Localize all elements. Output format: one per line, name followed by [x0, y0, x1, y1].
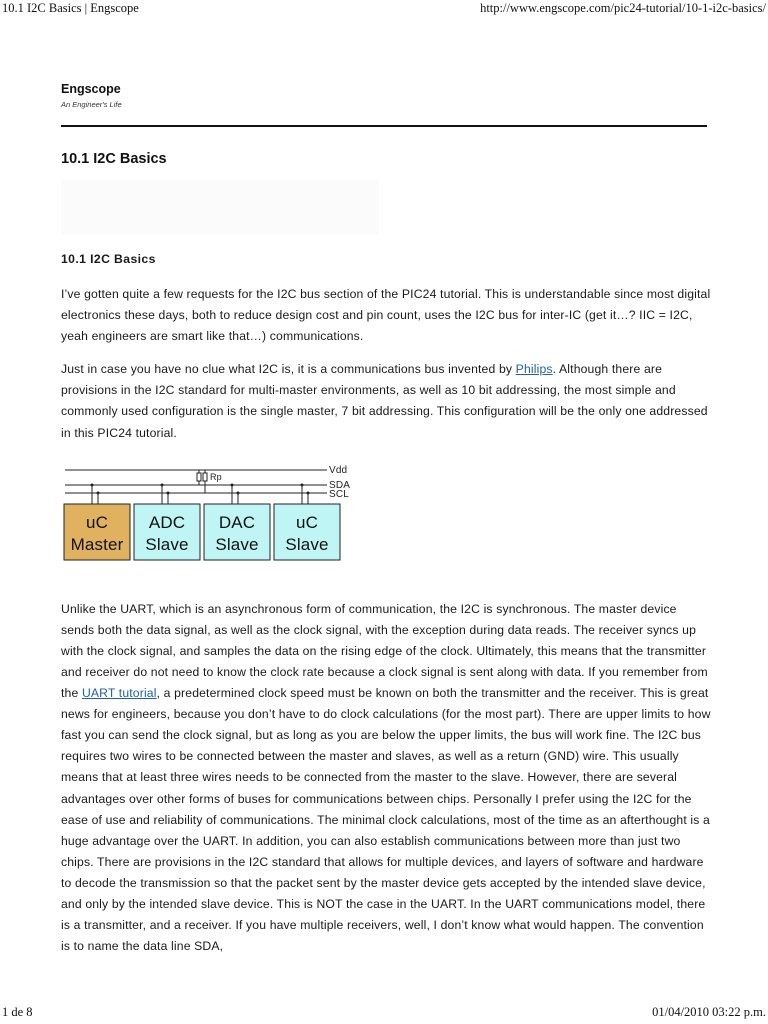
resistor-label: Rp: [210, 471, 222, 482]
uart-tutorial-link[interactable]: UART tutorial: [81, 686, 157, 701]
device-2-line2: Slave: [215, 534, 259, 554]
paragraph-text: Just in case you have no clue what I2C is, it is a communications bus invented by: [61, 362, 516, 377]
paragraph-sync-vs-async: [61, 599, 713, 958]
header-divider: [61, 125, 707, 127]
print-page-count: 1 de 8: [2, 1005, 33, 1019]
site-tagline: An Engineer's Life: [61, 100, 122, 109]
post-content: [61, 251, 713, 969]
bus-taps: [92, 485, 308, 504]
paragraph-what-is-i2c: [61, 359, 713, 443]
vdd-label: Vdd: [329, 464, 348, 476]
sda-label: SDA: [329, 479, 351, 491]
pullup-resistors: [197, 470, 207, 493]
print-url: http://www.engscope.com/pic24-tutorial/10-1-i2c-basics/: [480, 1, 766, 15]
device-uc-slave: [274, 504, 340, 560]
print-datetime: 01/04/2010 03:22 p.m.: [652, 1005, 766, 1019]
ad-placeholder: [61, 180, 379, 235]
paragraph-text: Unlike the UART, which is an asynchronous form of communication, the I2C is synchronous. The master device sends both the data signal, as well as the clock signal, with the exception during data reads. The receiver syncs up with the clock signal, and samples the data on the rising edge of the clock. Ultimately, this means that the transmitter and receiver do not need to know the clock rate because a clock signal is sent along with data. If you remember from the: [61, 601, 708, 701]
device-1-line2: Slave: [145, 534, 189, 554]
post-title[interactable]: 10.1 I2C Basics: [61, 151, 167, 167]
device-dac-slave: [204, 504, 270, 560]
paragraph-intro: I’ve gotten quite a few requests for the I2C bus section of the PIC24 tutorial. This is understandable since most digital electronics these days, both to reduce design cost and pin count, uses the I2C bus for inter-IC (get it…? IIC = I2C, yeah engineers are smart like that…) communications.: [61, 287, 711, 344]
device-3-line2: Slave: [285, 534, 329, 554]
paragraph-text: . Although there are provisions in the I2C standard for multi-master environments, as well as 10 bit addressing, the most simple and commonly used configuration is the single master, 7 bit addressing. This configuration will be the only one addressed in this PIC24 tutorial.: [61, 362, 708, 440]
post-heading: 10.1 I2C Basics: [61, 252, 156, 266]
device-1-line1: ADC: [148, 512, 186, 532]
device-0-line2: Master: [70, 534, 124, 554]
site-title[interactable]: Engscope: [61, 82, 121, 96]
paragraph-text: , a predetermined clock speed must be known on both the transmitter and the receiver. This is great news for engineers, because you don’t have to do clock calculations (for the most part). There are upper limits to how fast you can send the clock signal, but as long as you are below the upper limits, the bus will work fine. The I2C bus requires two wires to be connected between the master and slaves, as well as a return (GND) wire. This usually means that at least three wires needs to be connected from the master to the slave. However, there are several advantages over other forms of buses for communications between chips. Personally I prefer using the I2C for the ease of use and reliability of communications. The minimal clock calculations, most of the time as an afterthought is a huge advantage over the UART. In addition, you can also establish communications between more than just two chips. There are provisions in the I2C standard that allows for multiple devices, and layers of software and hardware to decode the transmission so that the packet sent by the master device gets accepted by the intended slave device, and only by the intended slave device. This is NOT the case in the UART. In the UART communications model, there is a transmitter, and a receiver. If you have multiple receivers, well, I don’t know what would happen. The convention is to name the data line SDA,: [61, 686, 711, 954]
philips-link[interactable]: Philips: [515, 362, 553, 377]
device-0-line1: uC: [85, 512, 109, 532]
device-master: [64, 504, 130, 560]
print-header: [2, 1, 766, 17]
device-3-line1: uC: [295, 512, 319, 532]
device-2-line1: DAC: [218, 512, 256, 532]
scl-label: SCL: [329, 488, 349, 500]
print-page-title: 10.1 I2C Basics | Engscope: [2, 1, 139, 15]
i2c-bus-diagram: [61, 457, 351, 577]
print-footer: [2, 1005, 766, 1021]
device-adc-slave: [134, 504, 200, 560]
